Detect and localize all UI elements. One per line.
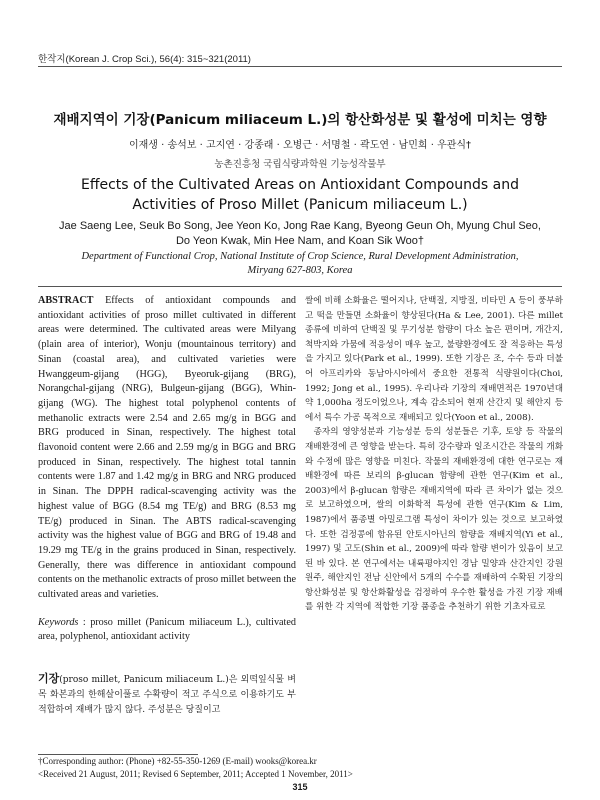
page-number: 315	[292, 782, 308, 792]
right-column	[305, 294, 563, 615]
korean-title: 재배지역이 기장(Panicum miliaceum L.)의 항산화성분 및 활성에 미치는 영향	[53, 112, 547, 128]
abstract-label: ABSTRACT	[38, 295, 94, 306]
keywords-text: : proso millet (Panicum miliaceum L.), cultivated area, polyphenol, antioxidant activity	[38, 616, 297, 643]
received-dates-note: <Received 21 August, 2011; Revised 6 September, 2011; Accepted 1 November, 2011>	[38, 769, 353, 779]
english-affiliation-line1: Department of Functional Crop, National Institute of Crop Science, Rural Development Administration,	[81, 251, 519, 262]
english-affiliation-line2: Miryang 627-803, Korea	[247, 265, 353, 276]
korean-authors: 이재생 · 송석보 · 고지연 · 강종래 · 오병근 · 서명철 · 곽도연 · 남민희 · 우관식†	[128, 140, 472, 151]
english-authors-line2: Do Yeon Kwak, Min Hee Nam, and Koan Sik Woo†	[175, 235, 425, 247]
english-title-line1: Effects of the Cultivated Areas on Antioxidant Compounds and	[80, 177, 520, 193]
intro-paragraph-2: 종자의 영양성분과 기능성분 등의 성분들은 기후, 토양 등 작물의 재배환경에 큰 영향을 받는다. 특히 강수량과 일조시간은 작물의 개화와 수정에 많은 영향을 미친다. 작물의 재배환경에 대한 연구로는 재배환경에 따른 보리의 β-glucan 함량에 관한 연구(Kim et al., 2003)에서 β-glucan 함량은 재배지역에 따라 큰 차이가 없는 것으로 보고하였으며, 쌀의 이화학적 특성에 관한 연구(Kim & Lim, 1987)에서 품종별 아밀로그램 특성이 차이가 있는 것으로 보고하였다. 또한 검정콩에 함유된 안토시아닌의 함량을 재배지역(Yi et al., 1997) 및 고도(Shin et al., 2009)에 따라 함량 변이가 있음이 보고된 바 있다. 본 연구에서는 내륙평야지인 경남 밀양과 산간지인 강원 원주, 해안지인 전남 신안에서 5개의 수수를 재배하여 수확된 기장의 항산화성분 및 항산화활성을 검정하여 우수한 활성을 가진 기장 재배를 위한 각 지역에 적합한 기장 품종을 추천하기 위한 기초자료로	[305, 427, 563, 613]
intro-left-text: (proso millet, Panicum miliaceum L.)은 외떡잎식물 벼목 화본과의 한해살이풀로 수확량이 적고 주식으로 이용하기도 부적합하여 재배가 많지 않다. 주성분은 당질이고	[38, 675, 296, 716]
keywords-label: Keywords	[38, 616, 79, 628]
english-authors-line1: Jae Saeng Lee, Seuk Bo Song, Jee Yeon Ko, Jong Rae Kang, Byeong Geun Oh, Myung Chul Seo,	[59, 220, 541, 232]
keywords	[38, 616, 296, 645]
intro-lead: 기장	[38, 672, 60, 686]
header-rule	[38, 66, 562, 67]
section-rule	[38, 286, 562, 287]
journal-citation: 한작지(Korean J. Crop Sci.), 56(4): 315~321(2011)	[38, 54, 251, 65]
abstract	[38, 294, 296, 603]
english-affiliation	[40, 250, 560, 278]
corresponding-author-note: †Corresponding author: (Phone) +82-55-350-1269 (E-mail) wooks@korea.kr	[38, 756, 317, 766]
footnote-rule	[38, 754, 198, 755]
left-column	[38, 294, 296, 718]
korean-affiliation: 농촌진흥청 국립식량과학원 기능성작물부	[214, 159, 386, 170]
intro-paragraph-1: 쌀에 비해 소화율은 떨어지나, 단백질, 지방질, 비타민 A 등이 풍부하고 떡을 만들면 소화율이 향상된다(Ha & Lee, 2001). 다른 millet 종류에 비하여 단백질 및 무기성분 함량이 다소 높은 편이며, 개간지, 척박지와 가뭄에 적응성이 매우 높고, 불량환경에도 잘 적응하는 특성을 가지고 있다(Park et al., 1999). 또한 기장은 조, 수수 등과 더불어 아프리카와 동남아시아에서 중요한 전통적 식량원이다(Choi, 1992; Jong et al., 1995). 우리나라 기장의 재배면적은 1970년대 약 1,000ha 정도이었으나, 계속 감소되어 현재 산간지 및 해안지 등에서 특수 가공 목적으로 재배되고 있다(Yoon et al., 2008).	[305, 296, 563, 423]
english-title	[60, 175, 540, 215]
abstract-text: Effects of antioxidant compounds and antioxidant activities of proso millet cultivated in different areas were determined. The cultivated areas were Milyang (plain area of interior), Wonju (mountainous territory) and Sinan (coastal area), and cultivated varieties were Hwanggeum-gijang (HGG), Byeoruk-gijang (BRG), Norangchal-gijang (NRG), Bulgeun-gijang (BGG), Whin-gijang (WG). The highest total polyphenol contents of methanolic extracts were 2.54 and 2.65 mg/g in BGG and BRG produced in Sinan, respectively. The highest total flavonoid content were 2.66 and 2.59 mg/g in BGG and BRG produced in Sinan, respectively. The highest total tannin contents were 1.87 and 1.42 mg/g in BRG and NRG produced in Sinan. The DPPH radical-scavenging activity was the highest value of BGG (8.54 mg TE/g) and BRG (8.53 mg TE/g) produced in Sinan. The ABTS radical-scavenging activity was the highest value of BGG and BRG of 19.48 and 19.29 mg TE/g in the grains produced in Sinan, respectively. Generally, there was difference in antioxidant compound contents on the methanolic extracts of proso millet between the cultivated areas and varieties.	[38, 295, 297, 601]
intro-paragraph-left	[38, 671, 296, 718]
english-title-line2: Activities of Proso Millet (Panicum miliaceum L.)	[132, 197, 468, 213]
english-authors	[40, 219, 560, 249]
